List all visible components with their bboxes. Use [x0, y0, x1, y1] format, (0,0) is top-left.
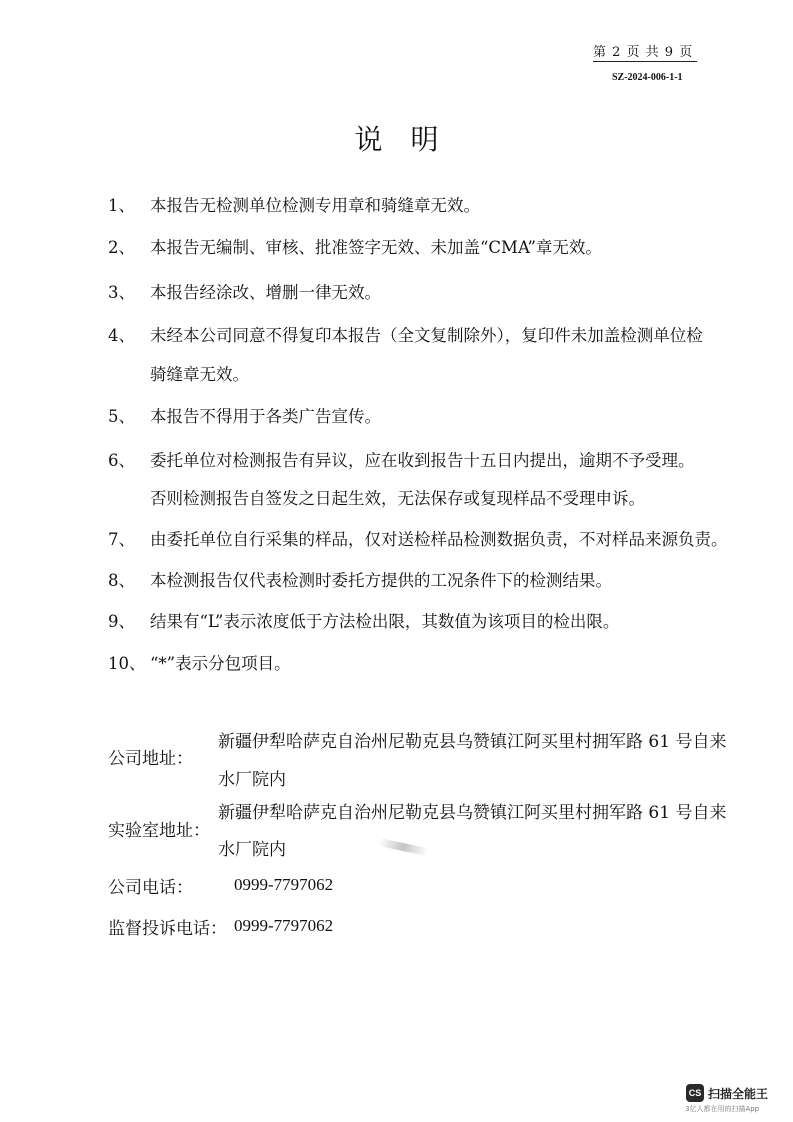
- note-text-continued: 骑缝章无效。: [150, 365, 249, 384]
- scanner-watermark: [686, 1084, 768, 1102]
- scanner-app-name: 扫描全能王: [708, 1086, 769, 1101]
- note-item: [108, 608, 619, 632]
- note-text: 结果有“L”表示浓度低于方法检出限，其数值为该项目的检出限。: [150, 612, 620, 631]
- company-address-line: 水厂院内: [218, 770, 286, 790]
- scan-smudge: [378, 838, 429, 856]
- note-text: 未经本公司同意不得复印本报告（全文复制除外），复印件未加盖检测单位检: [150, 326, 703, 345]
- note-item: [108, 526, 728, 550]
- note-text-continued: 否则检测报告自签发之日起生效，无法保存或复现样品不受理申诉。: [150, 489, 645, 508]
- scanner-tagline: 3亿人都在用的扫描App: [685, 1105, 760, 1113]
- note-text: 本报告不得用于各类广告宣传。: [150, 407, 381, 426]
- note-number: 2、: [108, 238, 135, 257]
- note-text: “*”表示分包项目。: [150, 654, 291, 673]
- company-address-label: 公司地址：: [108, 749, 193, 769]
- complaint-phone-label: 监督投诉电话：: [108, 919, 227, 939]
- company-phone: 0999-7797062: [234, 875, 334, 894]
- note-item: [108, 322, 703, 346]
- note-number: 5、: [108, 407, 135, 426]
- note-number: 6、: [108, 451, 135, 470]
- note-text: 本检测报告仅代表检测时委托方提供的工况条件下的检测结果。: [150, 571, 612, 590]
- lab-address-line: 新疆伊犁哈萨克自治州尼勒克县乌赞镇江阿买里村拥军路 61 号自来: [218, 803, 727, 823]
- complaint-phone: 0999-7797062: [234, 916, 334, 935]
- note-number: 10、: [108, 654, 146, 673]
- note-item: [108, 192, 480, 216]
- note-text: 本报告经涂改、增删一律无效。: [150, 283, 381, 302]
- note-number: 1、: [108, 196, 135, 215]
- header-rule: [593, 61, 697, 62]
- note-item: [108, 279, 381, 303]
- page-title: 说明: [354, 123, 467, 156]
- camscanner-logo-icon: CS: [686, 1084, 704, 1102]
- company-address-line: 新疆伊犁哈萨克自治州尼勒克县乌赞镇江阿买里村拥军路 61 号自来: [218, 732, 727, 752]
- note-item: [108, 567, 612, 591]
- note-text: 本报告无检测单位检测专用章和骑缝章无效。: [150, 196, 480, 215]
- note-item: [108, 234, 602, 258]
- note-number: 4、: [108, 326, 135, 345]
- lab-address-line: 水厂院内: [218, 840, 286, 860]
- company-phone-label: 公司电话：: [108, 878, 193, 898]
- note-item: [108, 650, 291, 674]
- note-text: 本报告无编制、审核、批准签字无效、未加盖“CMA”章无效。: [150, 238, 602, 257]
- note-number: 3、: [108, 283, 135, 302]
- note-number: 8、: [108, 571, 135, 590]
- note-item: [108, 403, 381, 427]
- note-text: 委托单位对检测报告有异议，应在收到报告十五日内提出，逾期不予受理。: [150, 451, 695, 470]
- report-code: SZ-2024-006-1-1: [612, 72, 683, 83]
- note-item: [108, 447, 695, 471]
- note-number: 7、: [108, 530, 135, 549]
- note-text: 由委托单位自行采集的样品，仅对送检样品检测数据负责，不对样品来源负责。: [150, 530, 728, 549]
- lab-address-label: 实验室地址：: [108, 821, 210, 841]
- note-number: 9、: [108, 612, 135, 631]
- page-number: 第 2 页 共 9 页: [593, 45, 694, 60]
